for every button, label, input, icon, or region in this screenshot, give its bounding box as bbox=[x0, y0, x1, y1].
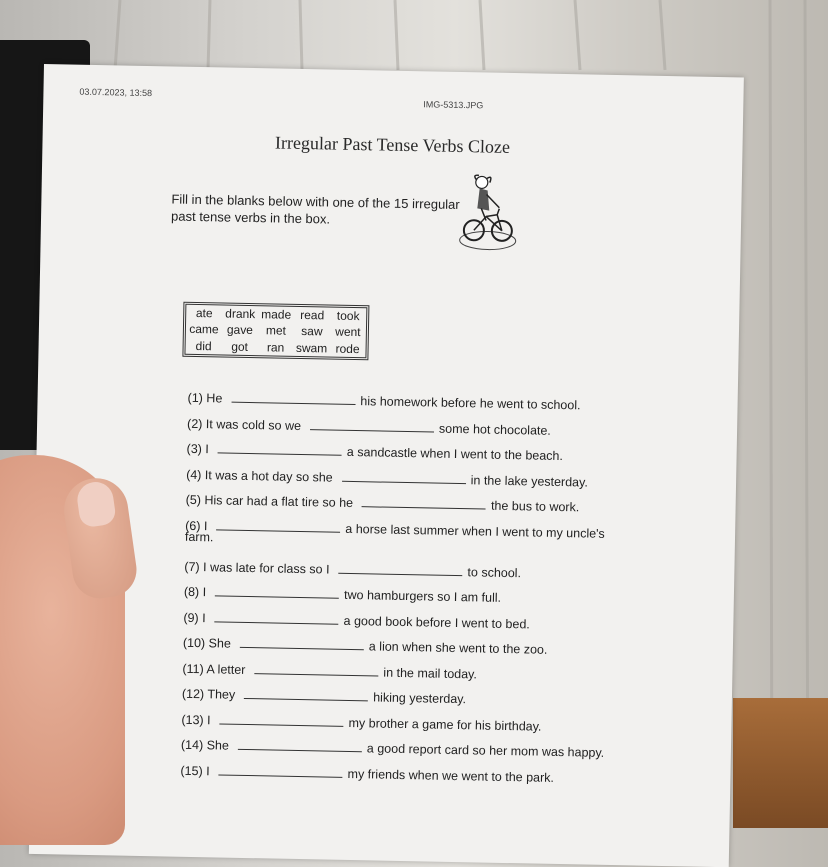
sentence-start: (13) I bbox=[181, 712, 211, 727]
sentence-end: to school. bbox=[467, 564, 522, 580]
sentence-end: my friends when we went to the park. bbox=[347, 766, 555, 785]
sentence-start: (3) I bbox=[186, 441, 210, 457]
sentence-start: (4) It was a hot day so she bbox=[186, 467, 333, 485]
word-bank-item: rode bbox=[335, 341, 360, 356]
word-bank-item: went bbox=[335, 325, 361, 340]
sentence-end: a sandcastle when I went to the beach. bbox=[346, 444, 564, 464]
sentence-row bbox=[187, 440, 564, 463]
sentence-start: (14) She bbox=[180, 737, 230, 753]
sentence-end: in the lake yesterday. bbox=[470, 472, 589, 490]
answer-blank[interactable] bbox=[362, 494, 486, 509]
sentence-list bbox=[180, 389, 648, 785]
answer-blank[interactable] bbox=[342, 468, 466, 483]
sentence-start: (5) His car had a flat tire so he bbox=[185, 492, 354, 511]
word-bank-item: ran bbox=[266, 340, 285, 355]
word-bank-item: met bbox=[265, 323, 287, 339]
answer-blank[interactable] bbox=[216, 517, 340, 532]
sentence-end: a lion when she went to the zoo. bbox=[368, 639, 548, 657]
sentence-end: some hot chocolate. bbox=[438, 421, 552, 438]
sentence-start: (7) I was late for class so I bbox=[184, 559, 330, 577]
word-bank-item: got bbox=[231, 339, 249, 354]
sentence-row bbox=[184, 583, 501, 605]
answer-blank[interactable] bbox=[338, 560, 462, 575]
answer-blank[interactable] bbox=[238, 737, 362, 752]
answer-blank[interactable] bbox=[215, 609, 339, 624]
word-bank-item: ate bbox=[195, 306, 213, 321]
sentence-row bbox=[184, 557, 521, 579]
sentence-end: my brother a game for his birthday. bbox=[348, 715, 542, 734]
sentence-end: two hamburgers so I am full. bbox=[343, 587, 502, 605]
answer-blank[interactable] bbox=[218, 440, 342, 455]
sentence-end: his homework before he went to school. bbox=[360, 394, 581, 413]
answer-blank[interactable] bbox=[215, 583, 339, 598]
word-bank-item: took bbox=[336, 308, 360, 324]
sentence-end: hiking yesterday. bbox=[373, 690, 467, 707]
sentence-row bbox=[181, 736, 605, 760]
word-bank-item: drank bbox=[225, 306, 256, 322]
sentence-end: the bus to work. bbox=[490, 498, 580, 515]
sentence-row bbox=[183, 634, 548, 657]
worksheet-paper bbox=[29, 64, 744, 867]
sentence-row bbox=[187, 389, 580, 413]
word-bank-item: made bbox=[261, 307, 292, 322]
sentence-continuation: farm. bbox=[184, 529, 214, 544]
sentence-end: a good book before I went to bed. bbox=[343, 613, 530, 631]
sentence-row bbox=[182, 659, 477, 681]
answer-blank[interactable] bbox=[244, 686, 368, 701]
answer-blank[interactable] bbox=[240, 635, 364, 650]
answer-blank[interactable] bbox=[310, 417, 434, 432]
sentence-row bbox=[187, 414, 551, 437]
sentence-start: (12) They bbox=[181, 686, 236, 702]
sentence-start: (2) It was cold so we bbox=[186, 416, 302, 433]
word-bank-item: did bbox=[195, 338, 212, 354]
sentence-start: (11) A letter bbox=[182, 661, 246, 677]
answer-blank[interactable] bbox=[219, 762, 343, 777]
sentence-end: a good report card so her mom was happy. bbox=[366, 741, 605, 760]
answer-blank[interactable] bbox=[254, 661, 378, 676]
sentence-row bbox=[182, 685, 466, 706]
word-bank-item: saw bbox=[301, 324, 323, 339]
word-bank-item: came bbox=[189, 322, 219, 337]
sentence-start: (9) I bbox=[183, 610, 206, 625]
sentence-start: (6) I bbox=[185, 518, 208, 533]
wooden-floor bbox=[733, 698, 828, 828]
worksheet-title: Irregular Past Tense Verbs Cloze bbox=[274, 132, 511, 157]
girl-riding-bicycle-icon bbox=[458, 170, 518, 253]
sentence-end: a horse last summer when I went to my uncle's bbox=[345, 521, 605, 541]
word-bank-item: gave bbox=[226, 323, 254, 338]
answer-blank[interactable] bbox=[231, 390, 355, 405]
sentence-start: (15) I bbox=[180, 763, 210, 778]
print-timestamp: 03.07.2023, 13:58 bbox=[79, 86, 153, 99]
sentence-start: (1) He bbox=[187, 390, 223, 406]
word-bank bbox=[182, 302, 369, 361]
sentence-start: (8) I bbox=[183, 584, 207, 600]
sentence-row bbox=[186, 491, 580, 515]
sentence-row bbox=[181, 710, 541, 733]
sentence-row bbox=[186, 465, 588, 489]
sentence-row bbox=[180, 761, 554, 784]
sentence-start: (10) She bbox=[182, 635, 231, 651]
answer-blank[interactable] bbox=[220, 711, 344, 726]
word-bank-item: read bbox=[300, 308, 325, 323]
sentence-row bbox=[183, 608, 530, 631]
worksheet-instructions: Fill in the blanks below with one of the 15 irregular past tense verbs in the box. bbox=[170, 191, 460, 227]
print-filename: IMG-5313.JPG bbox=[423, 99, 484, 111]
sentence-end: in the mail today. bbox=[383, 665, 478, 681]
word-bank-item: swam bbox=[295, 340, 328, 356]
sentence-row bbox=[185, 516, 605, 540]
